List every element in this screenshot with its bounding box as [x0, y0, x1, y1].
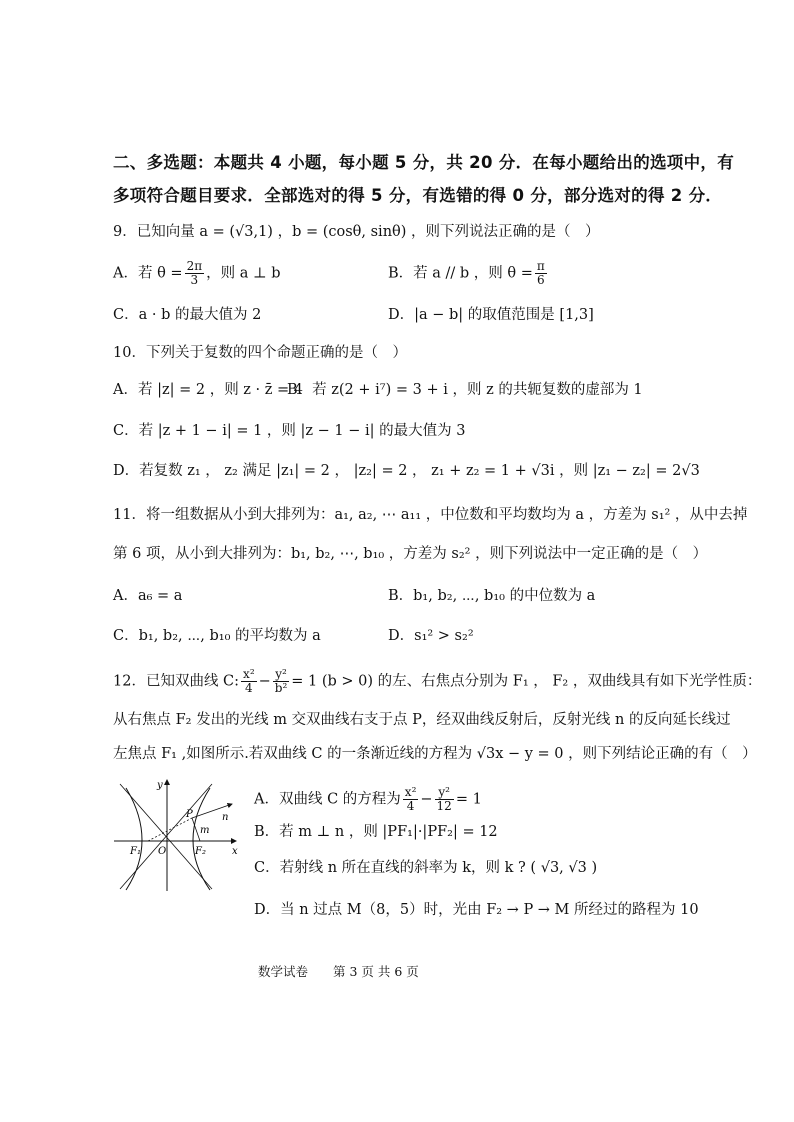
q12-line1-pre: 12．已知双曲线 C:: [113, 673, 240, 690]
label-x: x: [232, 846, 238, 857]
q12-stem-line1: [113, 668, 761, 695]
q9-a-numerator: 2π: [186, 259, 203, 273]
q9-option-b-fraction: [535, 260, 547, 287]
label-n: n: [222, 812, 229, 823]
q12-a-den1: 4: [406, 799, 415, 813]
q9-option-b-pre: 若 a // b ，则 θ =: [413, 265, 533, 282]
q9-option-a-pre: 若 θ =: [137, 265, 183, 282]
q12-stem-line2: 从右焦点 F₂ 发出的光线 m 交双曲线右支于点 P，经双曲线反射后，反射光线 n 的反向延长线过: [113, 712, 731, 728]
q12-option-b: B．若 m ⊥ n ，则 |PF₁|·|PF₂| = 12: [254, 824, 498, 840]
q12-a-fraction-y: [435, 786, 454, 813]
q12-fraction-x: [241, 668, 257, 695]
label-f1: F₁: [130, 846, 141, 857]
q9-option-a-fraction: [185, 260, 205, 287]
q11-stem-line1: 11．将一组数据从小到大排列为：a₁, a₂, ⋯ a₁₁ ，中位数和平均数均为 a ，方差为 s₁² ，从中去掉: [113, 507, 748, 523]
dashed-extension: [148, 818, 192, 841]
q9-option-b: [388, 260, 549, 287]
q12-a-den2: 12: [436, 799, 452, 813]
q12-option-d: D．当 n 过点 M（8，5）时，光由 F₂ → P → M 所经过的路程为 10: [254, 902, 699, 918]
label-y: y: [157, 780, 163, 791]
q12-option-c: C．若射线 n 所在直线的斜率为 k，则 k ? ( √3, √3 ): [254, 860, 598, 876]
q9-b-numerator: π: [536, 259, 545, 273]
q9-stem: 9．已知向量 a = (√3,1) ，b = (cosθ, sinθ) ，则下列说法正确的是（ ）: [113, 224, 600, 240]
q12-frac2-num: y²: [273, 668, 290, 682]
q10-option-d: D．若复数 z₁ ， z₂ 满足 |z₁| = 2 ， |z₂| = 2 ， z₁ + z₂ = 1 + √3i ，则 |z₁ − z₂| = 2√3: [113, 463, 700, 479]
q12-option-a-pre: A．双曲线 C 的方程为: [254, 791, 401, 808]
q9-a-denominator: 3: [190, 273, 199, 287]
q10-stem: 10．下列关于复数的四个命题正确的是（ ）: [113, 345, 407, 361]
q9-option-c: C．a · b 的最大值为 2: [113, 307, 262, 323]
q11-option-b: B．b₁, b₂, ⋯, b₁₀ 的中位数为 a: [388, 588, 596, 604]
q12-stem-line3: 左焦点 F₁ ,如图所示.若双曲线 C 的一条渐近线的方程为 √3x − y = 0 ，则下列结论正确的有（ ）: [113, 746, 757, 762]
q12-a-fraction-x: [403, 786, 419, 813]
q9-option-a-post: ，则 a ⊥ b: [206, 265, 281, 282]
label-f2: F₂: [195, 846, 206, 857]
q11-option-c: C．b₁, b₂, ⋯, b₁₀ 的平均数为 a: [113, 628, 321, 644]
q12-minus: −: [258, 673, 271, 690]
q12-option-a-post: = 1: [455, 791, 482, 808]
q9-option-d: D．|a − b| 的取值范围是 [1,3]: [388, 307, 594, 323]
q9-b-denominator: 6: [537, 273, 545, 287]
q9-option-a-label: A．: [113, 265, 138, 282]
hyperbola-figure: [112, 776, 242, 894]
q12-frac2-den: b²: [274, 681, 288, 695]
q10-option-b: B．若 z(2 + i⁷) = 3 + i ，则 z 的共轭复数的虚部为 1: [287, 382, 643, 398]
q12-a-num2: y²: [435, 786, 454, 800]
q12-line1-post: = 1 (b > 0) 的左、右焦点分别为 F₁ ， F₂ ，双曲线具有如下光学性质：: [291, 673, 762, 690]
q11-option-a: A．a₆ = a: [113, 588, 183, 604]
q12-fraction-y: [273, 668, 290, 695]
label-m: m: [200, 825, 210, 836]
label-p: P: [186, 809, 193, 820]
section-heading-line1: 二、多选题：本题共 4 小题，每小题 5 分，共 20 分．在每小题给出的选项中，有: [113, 153, 734, 172]
q12-frac1-num: x²: [243, 667, 255, 681]
page-footer: 数学试卷 第 3 页 共 6 页: [258, 964, 419, 979]
q12-a-minus: −: [420, 791, 433, 808]
section-heading-line2: 多项符合题目要求．全部选对的得 5 分，有选错的得 0 分，部分选对的得 2 分．: [113, 186, 723, 205]
q12-a-num1: x²: [404, 785, 417, 799]
q11-stem-line2: 第 6 项，从小到大排列为：b₁, b₂, ⋯, b₁₀ ，方差为 s₂² ，则下列说法中一定正确的是（ ）: [113, 546, 708, 562]
q9-option-a: [113, 260, 281, 287]
q10-option-c: C．若 |z + 1 − i| = 1 ，则 |z − 1 − i| 的最大值为 3: [113, 423, 466, 439]
q9-option-b-label: B．: [388, 265, 414, 282]
left-branch: [126, 788, 142, 890]
q11-option-d: D．s₁² > s₂²: [388, 628, 474, 644]
label-o: O: [158, 846, 167, 857]
q10-option-a: A．若 |z| = 2 ，则 z · z̄ = 4: [113, 382, 304, 398]
q12-option-a: [254, 786, 482, 813]
q12-frac1-den: 4: [245, 681, 253, 695]
